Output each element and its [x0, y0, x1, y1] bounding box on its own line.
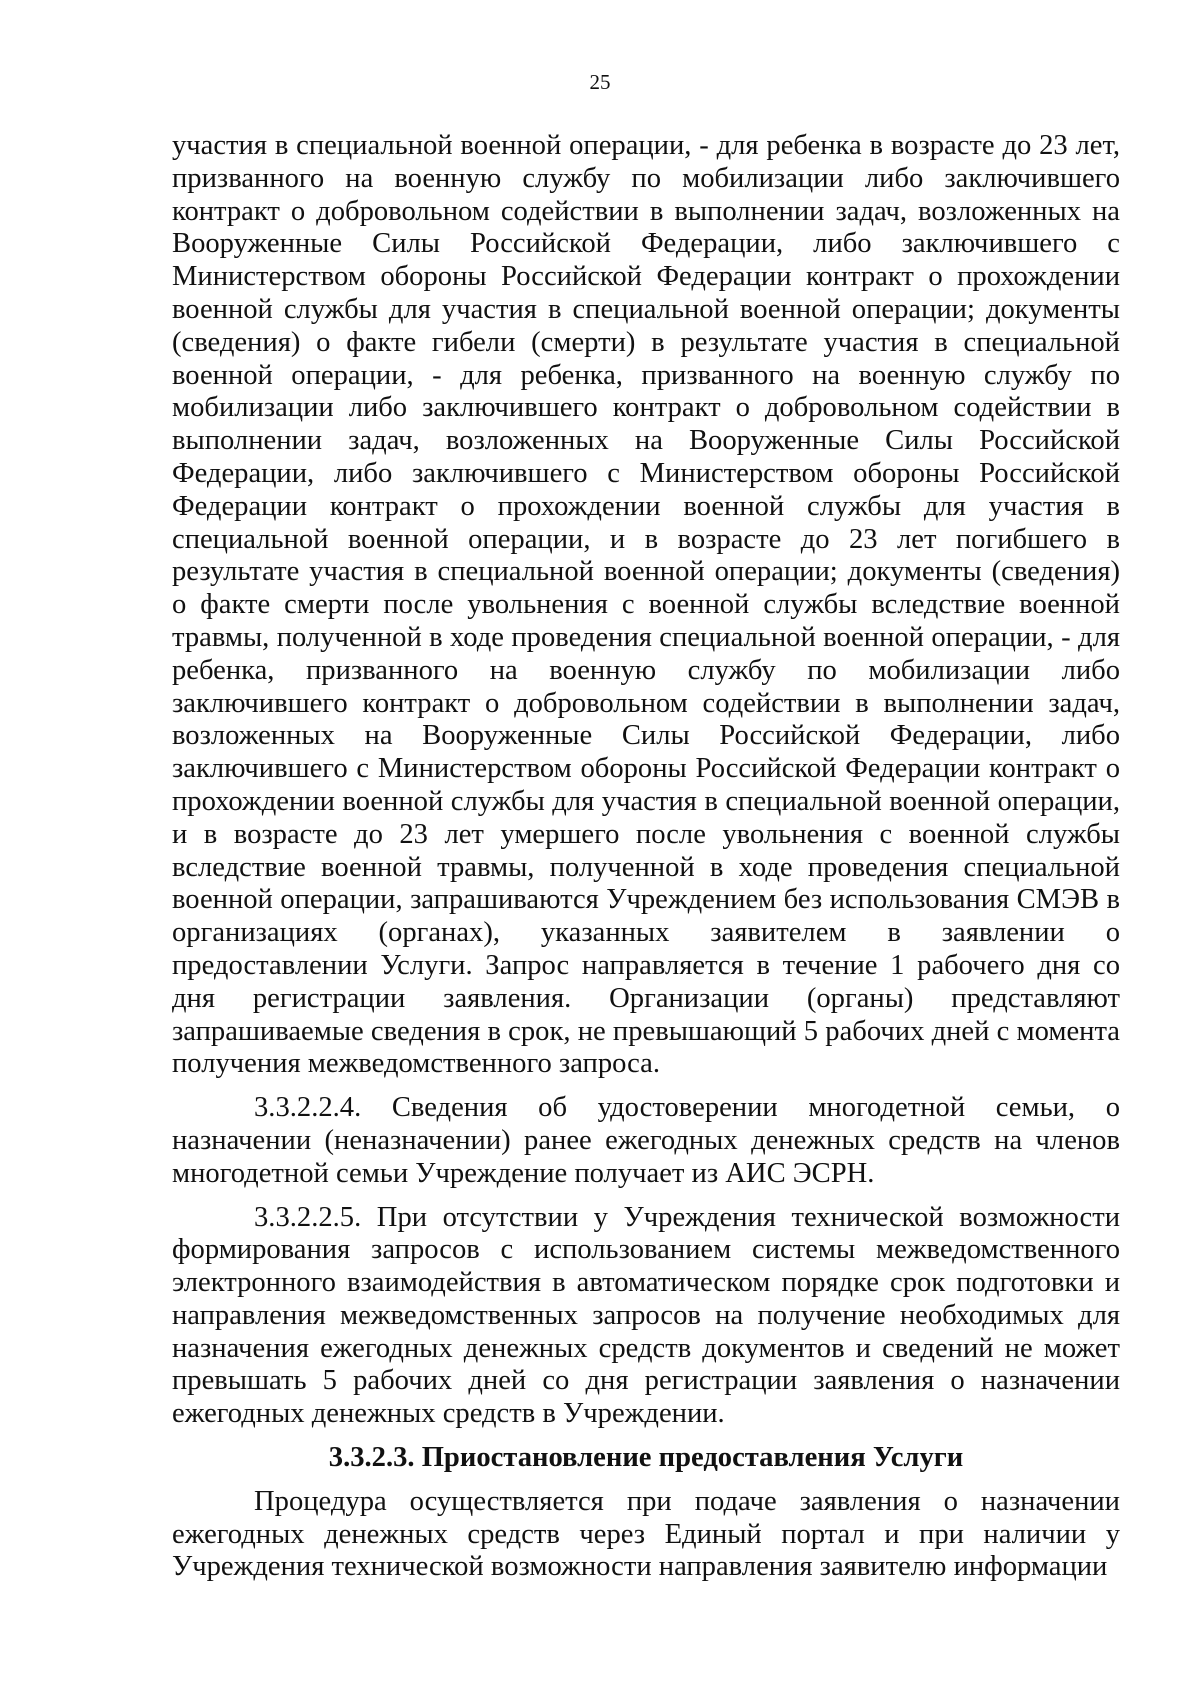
document-body	[172, 130, 1120, 1584]
paragraph-3-3-2-2-4: 3.3.2.2.4. Сведения об удостоверении многодетной семьи, о назначении (неназначении) ранее ежегодных денежных средств на членов многодетной семьи Учреждение получает из АИС ЭСРН.	[172, 1092, 1120, 1189]
paragraph-procedure: Процедура осуществляется при подаче заявления о назначении ежегодных денежных средств через Единый портал и при наличии у Учреждения технической возможности направления заявителю информации	[172, 1485, 1120, 1583]
section-heading-3-3-2-3: 3.3.2.3. Приостановление предоставления Услуги	[328, 1442, 964, 1474]
paragraph-3-3-2-2-5: 3.3.2.2.5. При отсутствии у Учреждения технической возможности формирования запросов с использованием системы межведомственного электронного взаимодействия в автоматическом порядке срок подготовки и направления межведомственных запросов на получение необходимых для назначения ежегодных денежных средств документов и сведений не может превышать 5 рабочих дней со дня регистрации заявления о назначении ежегодных денежных средств в Учреждении.	[172, 1201, 1120, 1430]
page-number: 25	[589, 70, 611, 94]
paragraph-continued: участия в специальной военной операции, - для ребенка в возрасте до 23 лет, призванного на военную службу по мобилизации либо заключившего контракт о добровольном содействии в выполнении задач, возложенных на Вооруженные Силы Российской Федерации, либо заключившего с Министерством обороны Российской Федерации контракт о прохождении военной службы для участия в специальной военной операции; документы (сведения) о факте гибели (смерти) в результате участия в специальной военной операции, - для ребенка, призванного на военную службу по мобилизации либо заключившего контракт о добровольном содействии в выполнении задач, возложенных на Вооруженные Силы Российской Федерации, либо заключившего с Министерством обороны Российской Федерации контракт о прохождении военной службы для участия в специальной военной операции, и в возрасте до 23 лет погибшего в результате участия в специальной военной операции; документы (сведения) о факте смерти после увольнения с военной службы вследствие военной травмы, полученной в ходе проведения специальной военной операции, - для ребенка, призванного на военную службу по мобилизации либо заключившего контракт о добровольном содействии в выполнении задач, возложенных на Вооруженные Силы Российской Федерации, либо заключившего с Министерством обороны Российской Федерации контракт о прохождении военной службы для участия в специальной военной операции, и в возрасте до 23 лет умершего после увольнения с военной службы вследствие военной травмы, полученной в ходе проведения специальной военной операции, запрашиваются Учреждением без использования СМЭВ в организациях (органах), указанных заявителем в заявлении о предоставлении Услуги. Запрос направляется в течение 1 рабочего дня со дня регистрации заявления. Организации (органы) представляют запрашиваемые сведения в срок, не превышающий 5 рабочих дней с момента получения межведомственного запроса.	[172, 130, 1120, 1080]
